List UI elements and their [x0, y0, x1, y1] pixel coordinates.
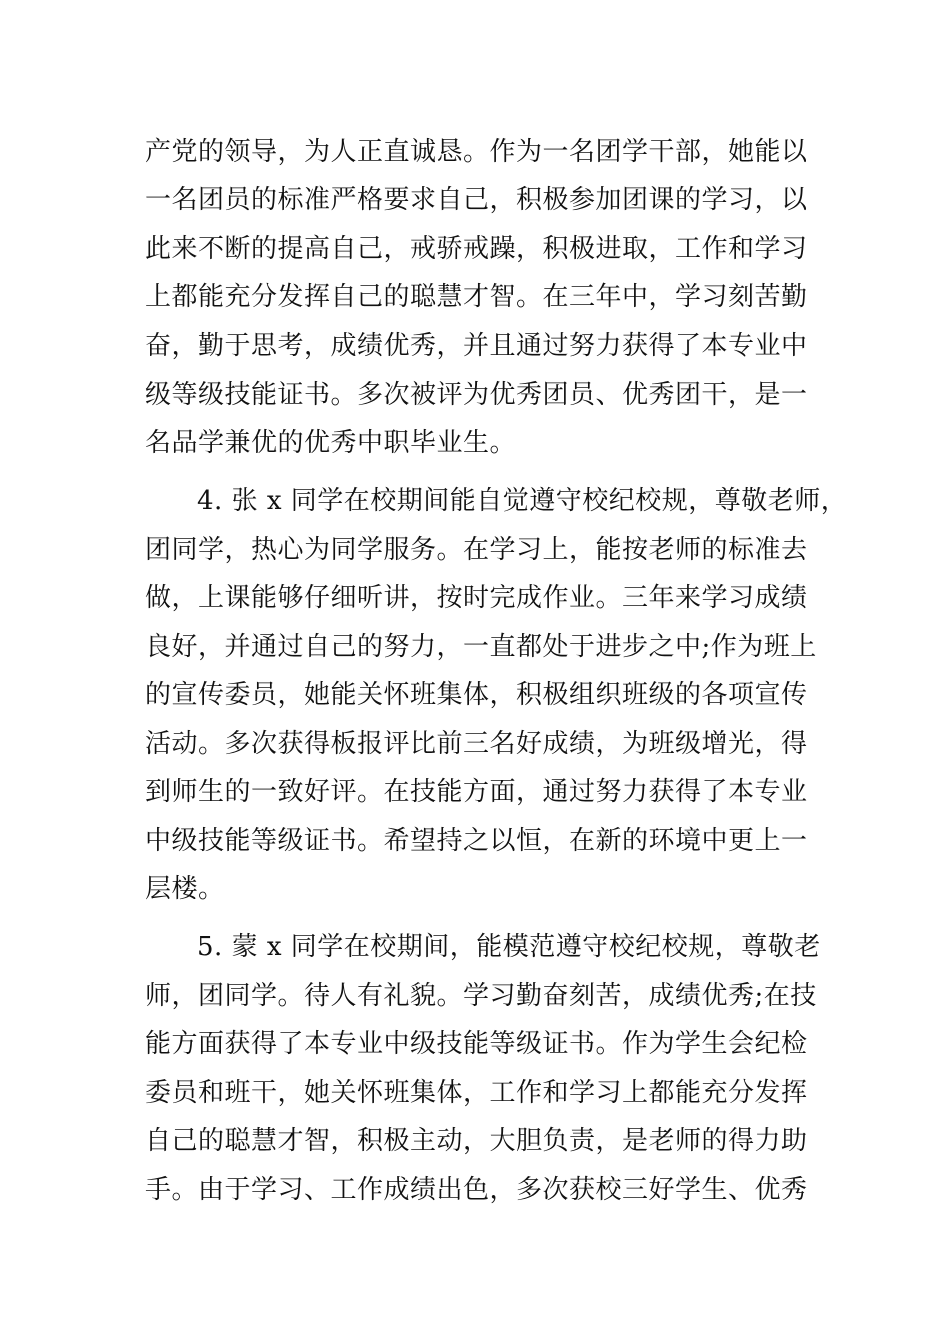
text-line: 级等级技能证书。多次被评为优秀团员、优秀团干，是一 [145, 380, 808, 410]
text-line: 的宣传委员，她能关怀班集体，积极组织班级的各项宣传 [145, 680, 808, 710]
text-line: 活动。多次获得板报评比前三名好成绩，为班级增光，得 [145, 729, 808, 759]
text-line: 自己的聪慧才智，积极主动，大胆负责，是老师的得力助 [145, 1126, 808, 1156]
text-line: 良好，并通过自己的努力，一直都处于进步之中;作为班上 [145, 632, 817, 662]
text-line: 能方面获得了本专业中级技能等级证书。作为学生会纪检 [145, 1029, 808, 1059]
text-line: 师，团同学。待人有礼貌。学习勤奋刻苦，成绩优秀;在技 [145, 981, 817, 1011]
text-line: 奋，勤于思考，成绩优秀，并且通过努力获得了本专业中 [145, 331, 808, 361]
text-line: 此来不断的提高自己，戒骄戒躁，积极进取，工作和学习 [145, 234, 808, 264]
paragraph-5-start: 5. 蒙 x 同学在校期间，能模范遵守校纪校规，尊敬老 [197, 932, 821, 962]
text-line: 到师生的一致好评。在技能方面，通过努力获得了本专业 [145, 777, 808, 807]
text-line: 团同学，热心为同学服务。在学习上，能按老师的标准去 [145, 535, 808, 565]
text-line: 产党的领导，为人正直诚恳。作为一名团学干部，她能以 [145, 137, 808, 167]
paragraph-4-start: 4. 张 x 同学在校期间能自觉遵守校纪校规，尊敬老师， [197, 486, 848, 516]
text-line: 一名团员的标准严格要求自己，积极参加团课的学习，以 [145, 185, 808, 215]
text-line: 上都能充分发挥自己的聪慧才智。在三年中，学习刻苦勤 [145, 282, 808, 312]
text-line: 中级技能等级证书。希望持之以恒，在新的环境中更上一 [145, 826, 808, 856]
text-line: 做，上课能够仔细听讲，按时完成作业。三年来学习成绩 [145, 583, 808, 613]
text-line: 委员和班干，她关怀班集体，工作和学习上都能充分发挥 [145, 1078, 808, 1108]
text-line: 层楼。 [145, 874, 225, 904]
text-line: 名品学兼优的优秀中职毕业生。 [145, 428, 517, 458]
text-line: 手。由于学习、工作成绩出色，多次获校三好学生、优秀 [145, 1175, 808, 1205]
